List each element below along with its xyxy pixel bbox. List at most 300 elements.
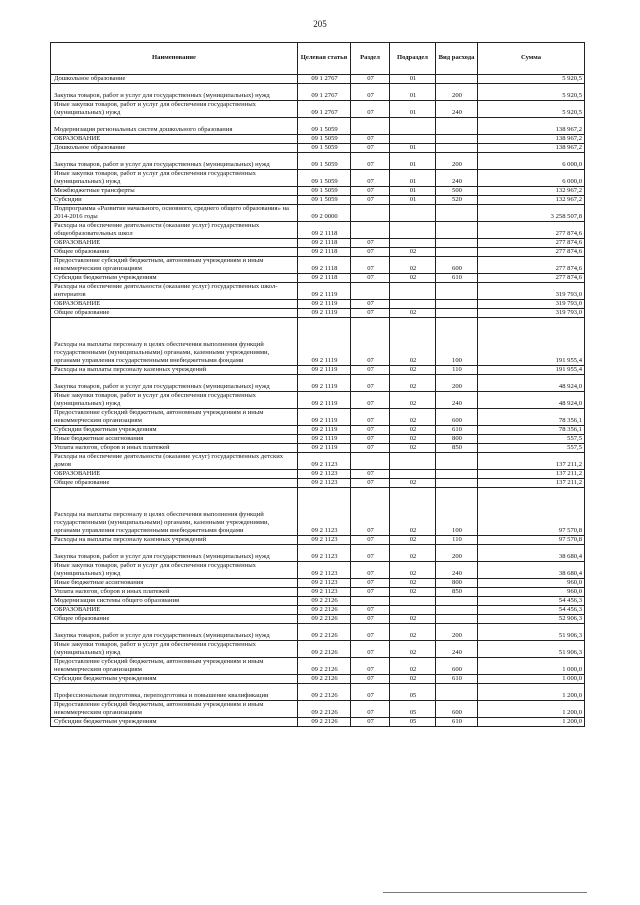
table-row bbox=[51, 545, 585, 562]
cell-section: 07 bbox=[351, 718, 390, 727]
cell-subsection: 02 bbox=[390, 318, 436, 366]
cell-expense-type: 610 bbox=[436, 718, 478, 727]
header-name: Наименование bbox=[51, 43, 298, 75]
cell-expense-type: 600 bbox=[436, 701, 478, 718]
table-row bbox=[51, 170, 585, 187]
cell-sum: 138 967,2 bbox=[478, 135, 585, 144]
table-row bbox=[51, 536, 585, 545]
cell-subsection: 02 bbox=[390, 409, 436, 426]
cell-sum: 1 000,0 bbox=[478, 658, 585, 675]
table-row bbox=[51, 309, 585, 318]
cell-section: 07 bbox=[351, 588, 390, 597]
cell-sum: 78 356,1 bbox=[478, 426, 585, 435]
cell-target-article: 09 2 1119 bbox=[298, 375, 351, 392]
cell-name: Модернизация региональных систем дошкольного образования bbox=[51, 118, 298, 135]
cell-sum: 319 793,0 bbox=[478, 283, 585, 300]
cell-sum: 6 000,0 bbox=[478, 153, 585, 170]
table-row bbox=[51, 274, 585, 283]
cell-name: Уплата налогов, сборов и иных платежей bbox=[51, 444, 298, 453]
cell-sum: 191 955,4 bbox=[478, 318, 585, 366]
table-row bbox=[51, 248, 585, 257]
cell-target-article: 09 1 5059 bbox=[298, 170, 351, 187]
cell-subsection bbox=[390, 470, 436, 479]
cell-subsection: 05 bbox=[390, 718, 436, 727]
cell-target-article: 09 2 1119 bbox=[298, 283, 351, 300]
cell-subsection: 02 bbox=[390, 274, 436, 283]
cell-name: Закупка товаров, работ и услуг для государственных (муниципальных) нужд bbox=[51, 153, 298, 170]
cell-name: Субсидии бюджетным учреждениям bbox=[51, 718, 298, 727]
cell-target-article: 09 2 1123 bbox=[298, 488, 351, 536]
cell-subsection bbox=[390, 135, 436, 144]
table-row bbox=[51, 239, 585, 248]
cell-section: 07 bbox=[351, 248, 390, 257]
cell-name: ОБРАЗОВАНИЕ bbox=[51, 300, 298, 309]
cell-expense-type bbox=[436, 205, 478, 222]
cell-target-article: 09 2 1123 bbox=[298, 588, 351, 597]
table-row bbox=[51, 426, 585, 435]
cell-section: 07 bbox=[351, 239, 390, 248]
cell-sum: 38 680,4 bbox=[478, 545, 585, 562]
cell-sum: 137 211,2 bbox=[478, 470, 585, 479]
cell-section: 07 bbox=[351, 101, 390, 118]
table-row bbox=[51, 144, 585, 153]
cell-target-article: 09 2 2126 bbox=[298, 615, 351, 624]
cell-name: Иные закупки товаров, работ и услуг для обеспечения государственных (муниципальных) нужд bbox=[51, 392, 298, 409]
cell-target-article: 09 2 1119 bbox=[298, 392, 351, 409]
cell-expense-type bbox=[436, 248, 478, 257]
cell-section: 07 bbox=[351, 488, 390, 536]
cell-name: Предоставление субсидий бюджетным, автономным учреждениям и иным некоммерческим организациям bbox=[51, 409, 298, 426]
cell-subsection bbox=[390, 597, 436, 606]
header-section: Раздел bbox=[351, 43, 390, 75]
table-row bbox=[51, 153, 585, 170]
cell-expense-type: 600 bbox=[436, 257, 478, 274]
cell-target-article: 09 2 1119 bbox=[298, 409, 351, 426]
cell-subsection: 01 bbox=[390, 196, 436, 205]
cell-subsection: 02 bbox=[390, 309, 436, 318]
cell-name: Уплата налогов, сборов и иных платежей bbox=[51, 588, 298, 597]
cell-name: Общее образование bbox=[51, 248, 298, 257]
table-row bbox=[51, 597, 585, 606]
cell-section: 07 bbox=[351, 144, 390, 153]
cell-sum: 1 200,0 bbox=[478, 701, 585, 718]
cell-sum: 6 000,0 bbox=[478, 170, 585, 187]
cell-subsection: 02 bbox=[390, 366, 436, 375]
cell-target-article: 09 2 2126 bbox=[298, 701, 351, 718]
cell-name: Подпрограмма «Развитие начального, основного, среднего общего образования» на 2014-2016 годы bbox=[51, 205, 298, 222]
cell-subsection bbox=[390, 205, 436, 222]
table-row bbox=[51, 300, 585, 309]
cell-expense-type: 110 bbox=[436, 536, 478, 545]
cell-subsection: 01 bbox=[390, 153, 436, 170]
cell-target-article: 09 1 5059 bbox=[298, 118, 351, 135]
cell-sum: 97 570,8 bbox=[478, 536, 585, 545]
cell-section: 07 bbox=[351, 257, 390, 274]
header-sum: Сумма bbox=[478, 43, 585, 75]
cell-name: ОБРАЗОВАНИЕ bbox=[51, 239, 298, 248]
cell-target-article: 09 2 1119 bbox=[298, 318, 351, 366]
cell-section: 07 bbox=[351, 606, 390, 615]
cell-subsection: 02 bbox=[390, 479, 436, 488]
cell-sum: 191 955,4 bbox=[478, 366, 585, 375]
cell-sum: 48 924,0 bbox=[478, 375, 585, 392]
cell-section: 07 bbox=[351, 153, 390, 170]
footer-rule bbox=[383, 892, 587, 893]
cell-subsection bbox=[390, 118, 436, 135]
cell-name: Предоставление субсидий бюджетным, автономным учреждениям и иным некоммерческим организациям bbox=[51, 658, 298, 675]
cell-section bbox=[351, 597, 390, 606]
cell-subsection bbox=[390, 453, 436, 470]
table-row bbox=[51, 624, 585, 641]
table-row bbox=[51, 375, 585, 392]
cell-section: 07 bbox=[351, 170, 390, 187]
cell-name: Предоставление субсидий бюджетным, автономным учреждениям и иным некоммерческим организациям bbox=[51, 257, 298, 274]
cell-target-article: 09 2 1118 bbox=[298, 248, 351, 257]
table-row bbox=[51, 118, 585, 135]
cell-expense-type bbox=[436, 239, 478, 248]
table-row bbox=[51, 615, 585, 624]
cell-sum: 319 793,0 bbox=[478, 300, 585, 309]
cell-subsection: 01 bbox=[390, 101, 436, 118]
cell-section: 07 bbox=[351, 675, 390, 684]
cell-name: ОБРАЗОВАНИЕ bbox=[51, 470, 298, 479]
cell-sum: 277 874,6 bbox=[478, 274, 585, 283]
table-row bbox=[51, 453, 585, 470]
cell-sum: 54 456,3 bbox=[478, 597, 585, 606]
cell-section: 07 bbox=[351, 701, 390, 718]
cell-expense-type bbox=[436, 75, 478, 84]
cell-name: Дошкольное образование bbox=[51, 75, 298, 84]
cell-section: 07 bbox=[351, 545, 390, 562]
cell-target-article: 09 1 5059 bbox=[298, 135, 351, 144]
cell-expense-type: 500 bbox=[436, 187, 478, 196]
cell-target-article: 09 2 2126 bbox=[298, 597, 351, 606]
cell-expense-type bbox=[436, 135, 478, 144]
cell-target-article: 09 1 2767 bbox=[298, 101, 351, 118]
cell-sum: 138 967,2 bbox=[478, 118, 585, 135]
cell-expense-type bbox=[436, 597, 478, 606]
cell-target-article: 09 2 2126 bbox=[298, 675, 351, 684]
cell-expense-type: 600 bbox=[436, 658, 478, 675]
cell-section: 07 bbox=[351, 392, 390, 409]
cell-expense-type: 600 bbox=[436, 409, 478, 426]
cell-expense-type: 240 bbox=[436, 392, 478, 409]
cell-name: Расходы на обеспечение деятельности (оказание услуг) государственных детских домов bbox=[51, 453, 298, 470]
cell-name: Расходы на выплаты персоналу казенных учреждений bbox=[51, 536, 298, 545]
cell-subsection: 02 bbox=[390, 435, 436, 444]
cell-section: 07 bbox=[351, 300, 390, 309]
cell-subsection: 05 bbox=[390, 684, 436, 701]
cell-sum: 5 920,5 bbox=[478, 84, 585, 101]
cell-section: 07 bbox=[351, 426, 390, 435]
table-row bbox=[51, 205, 585, 222]
header-target-article: Целевая статья bbox=[298, 43, 351, 75]
cell-section: 07 bbox=[351, 579, 390, 588]
cell-section bbox=[351, 283, 390, 300]
table-row bbox=[51, 135, 585, 144]
cell-name: Расходы на обеспечение деятельности (оказание услуг) государственных общеобразовательных школ bbox=[51, 222, 298, 239]
table-row bbox=[51, 409, 585, 426]
cell-subsection: 02 bbox=[390, 392, 436, 409]
table-row bbox=[51, 488, 585, 536]
cell-name: Закупка товаров, работ и услуг для государственных (муниципальных) нужд bbox=[51, 545, 298, 562]
cell-expense-type: 240 bbox=[436, 101, 478, 118]
cell-expense-type: 520 bbox=[436, 196, 478, 205]
cell-expense-type bbox=[436, 118, 478, 135]
cell-sum: 960,0 bbox=[478, 588, 585, 597]
table-row bbox=[51, 479, 585, 488]
cell-sum: 557,5 bbox=[478, 435, 585, 444]
table-row bbox=[51, 684, 585, 701]
cell-expense-type: 200 bbox=[436, 153, 478, 170]
cell-name: Субсидии бюджетным учреждениям bbox=[51, 675, 298, 684]
cell-expense-type: 240 bbox=[436, 641, 478, 658]
cell-section: 07 bbox=[351, 187, 390, 196]
cell-sum: 277 874,6 bbox=[478, 222, 585, 239]
cell-section: 07 bbox=[351, 309, 390, 318]
cell-subsection: 01 bbox=[390, 84, 436, 101]
cell-sum: 277 874,6 bbox=[478, 239, 585, 248]
cell-target-article: 09 2 1123 bbox=[298, 579, 351, 588]
cell-expense-type: 200 bbox=[436, 84, 478, 101]
cell-name: ОБРАЗОВАНИЕ bbox=[51, 135, 298, 144]
cell-expense-type: 850 bbox=[436, 588, 478, 597]
cell-subsection bbox=[390, 222, 436, 239]
cell-section: 07 bbox=[351, 684, 390, 701]
cell-name: Закупка товаров, работ и услуг для государственных (муниципальных) нужд bbox=[51, 624, 298, 641]
cell-expense-type bbox=[436, 222, 478, 239]
table-row bbox=[51, 283, 585, 300]
cell-sum: 277 874,6 bbox=[478, 248, 585, 257]
cell-sum: 78 356,1 bbox=[478, 409, 585, 426]
table-row bbox=[51, 718, 585, 727]
cell-sum: 137 211,2 bbox=[478, 479, 585, 488]
cell-subsection: 02 bbox=[390, 536, 436, 545]
cell-expense-type: 200 bbox=[436, 545, 478, 562]
cell-section: 07 bbox=[351, 536, 390, 545]
cell-sum: 132 967,2 bbox=[478, 187, 585, 196]
cell-name: Модернизация системы общего образования bbox=[51, 597, 298, 606]
cell-section: 07 bbox=[351, 435, 390, 444]
cell-name: Субсидии бюджетным учреждениям bbox=[51, 426, 298, 435]
cell-section: 07 bbox=[351, 641, 390, 658]
table-row bbox=[51, 606, 585, 615]
cell-name: Закупка товаров, работ и услуг для государственных (муниципальных) нужд bbox=[51, 84, 298, 101]
cell-subsection: 02 bbox=[390, 615, 436, 624]
cell-target-article: 09 2 1119 bbox=[298, 309, 351, 318]
cell-target-article: 09 2 2126 bbox=[298, 624, 351, 641]
table-row bbox=[51, 701, 585, 718]
table-row bbox=[51, 435, 585, 444]
cell-target-article: 09 2 0000 bbox=[298, 205, 351, 222]
cell-sum: 48 924,0 bbox=[478, 392, 585, 409]
cell-expense-type bbox=[436, 470, 478, 479]
cell-target-article: 09 2 1123 bbox=[298, 470, 351, 479]
cell-section: 07 bbox=[351, 274, 390, 283]
cell-target-article: 09 2 1119 bbox=[298, 366, 351, 375]
cell-expense-type bbox=[436, 144, 478, 153]
table-body bbox=[51, 75, 585, 727]
cell-expense-type: 850 bbox=[436, 444, 478, 453]
cell-subsection: 02 bbox=[390, 658, 436, 675]
cell-expense-type: 240 bbox=[436, 562, 478, 579]
cell-subsection: 02 bbox=[390, 675, 436, 684]
cell-section bbox=[351, 205, 390, 222]
cell-section: 07 bbox=[351, 318, 390, 366]
cell-expense-type: 610 bbox=[436, 426, 478, 435]
cell-name: Иные закупки товаров, работ и услуг для обеспечения государственных (муниципальных) нужд bbox=[51, 170, 298, 187]
cell-name: ОБРАЗОВАНИЕ bbox=[51, 606, 298, 615]
cell-expense-type: 610 bbox=[436, 274, 478, 283]
table-row bbox=[51, 222, 585, 239]
cell-sum: 52 906,3 bbox=[478, 615, 585, 624]
cell-name: Расходы на выплаты персоналу в целях обеспечения выполнения функций государственными (муниципальными) органами, казенными учреждениями, органами управления государственными внебюджетными фондами bbox=[51, 318, 298, 366]
table-row bbox=[51, 392, 585, 409]
cell-expense-type bbox=[436, 300, 478, 309]
cell-sum: 137 211,2 bbox=[478, 453, 585, 470]
cell-section: 07 bbox=[351, 470, 390, 479]
table-header-row bbox=[51, 43, 585, 75]
table-row bbox=[51, 658, 585, 675]
cell-target-article: 09 1 2767 bbox=[298, 84, 351, 101]
table-row bbox=[51, 444, 585, 453]
cell-subsection: 02 bbox=[390, 545, 436, 562]
table-row bbox=[51, 257, 585, 274]
cell-expense-type bbox=[436, 309, 478, 318]
table-row bbox=[51, 318, 585, 366]
cell-name: Иные закупки товаров, работ и услуг для обеспечения государственных (муниципальных) нужд bbox=[51, 101, 298, 118]
cell-target-article: 09 2 2126 bbox=[298, 658, 351, 675]
table-row bbox=[51, 366, 585, 375]
cell-target-article: 09 2 1123 bbox=[298, 562, 351, 579]
cell-target-article: 09 2 1118 bbox=[298, 239, 351, 248]
cell-expense-type: 800 bbox=[436, 579, 478, 588]
cell-target-article: 09 2 2126 bbox=[298, 606, 351, 615]
cell-subsection: 02 bbox=[390, 248, 436, 257]
budget-table bbox=[50, 42, 585, 727]
cell-expense-type bbox=[436, 479, 478, 488]
table-row bbox=[51, 196, 585, 205]
cell-expense-type: 100 bbox=[436, 488, 478, 536]
cell-target-article: 09 2 1119 bbox=[298, 435, 351, 444]
cell-subsection: 01 bbox=[390, 144, 436, 153]
cell-target-article: 09 2 2126 bbox=[298, 684, 351, 701]
cell-section: 07 bbox=[351, 409, 390, 426]
cell-subsection: 02 bbox=[390, 375, 436, 392]
cell-name: Иные бюджетные ассигнования bbox=[51, 435, 298, 444]
cell-expense-type: 240 bbox=[436, 170, 478, 187]
cell-subsection: 01 bbox=[390, 75, 436, 84]
cell-section: 07 bbox=[351, 658, 390, 675]
cell-target-article: 09 2 1123 bbox=[298, 536, 351, 545]
cell-subsection bbox=[390, 239, 436, 248]
cell-subsection: 02 bbox=[390, 624, 436, 641]
table-row bbox=[51, 579, 585, 588]
cell-sum: 5 920,5 bbox=[478, 75, 585, 84]
cell-section: 07 bbox=[351, 562, 390, 579]
table-row bbox=[51, 470, 585, 479]
cell-name: Иные закупки товаров, работ и услуг для обеспечения государственных (муниципальных) нужд bbox=[51, 641, 298, 658]
cell-section: 07 bbox=[351, 75, 390, 84]
cell-target-article: 09 1 2767 bbox=[298, 75, 351, 84]
cell-name: Дошкольное образование bbox=[51, 144, 298, 153]
cell-sum: 51 906,3 bbox=[478, 624, 585, 641]
cell-expense-type: 200 bbox=[436, 375, 478, 392]
cell-section: 07 bbox=[351, 444, 390, 453]
cell-target-article: 09 1 5059 bbox=[298, 144, 351, 153]
cell-sum: 5 920,5 bbox=[478, 101, 585, 118]
cell-target-article: 09 1 5059 bbox=[298, 187, 351, 196]
cell-expense-type: 200 bbox=[436, 624, 478, 641]
cell-target-article: 09 2 1123 bbox=[298, 545, 351, 562]
cell-sum: 97 570,8 bbox=[478, 488, 585, 536]
cell-section: 07 bbox=[351, 624, 390, 641]
table-row bbox=[51, 187, 585, 196]
cell-subsection: 01 bbox=[390, 170, 436, 187]
cell-expense-type bbox=[436, 606, 478, 615]
cell-subsection: 02 bbox=[390, 257, 436, 274]
cell-sum: 54 456,3 bbox=[478, 606, 585, 615]
cell-target-article: 09 2 1118 bbox=[298, 274, 351, 283]
cell-section bbox=[351, 453, 390, 470]
cell-subsection: 02 bbox=[390, 426, 436, 435]
cell-target-article: 09 2 1119 bbox=[298, 426, 351, 435]
cell-name: Общее образование bbox=[51, 309, 298, 318]
cell-name: Расходы на выплаты персоналу в целях обеспечения выполнения функций государственными (муниципальными) органами, казенными учреждениями, органами управления государственными внебюджетными фондами bbox=[51, 488, 298, 536]
cell-expense-type bbox=[436, 684, 478, 701]
cell-target-article: 09 2 1119 bbox=[298, 300, 351, 309]
cell-section: 07 bbox=[351, 615, 390, 624]
cell-sum: 1 000,0 bbox=[478, 675, 585, 684]
cell-expense-type bbox=[436, 615, 478, 624]
cell-subsection: 02 bbox=[390, 579, 436, 588]
cell-subsection: 02 bbox=[390, 488, 436, 536]
cell-sum: 319 793,0 bbox=[478, 309, 585, 318]
cell-section: 07 bbox=[351, 479, 390, 488]
cell-section: 07 bbox=[351, 135, 390, 144]
cell-target-article: 09 2 1119 bbox=[298, 444, 351, 453]
cell-expense-type: 610 bbox=[436, 675, 478, 684]
cell-section bbox=[351, 222, 390, 239]
table-row bbox=[51, 562, 585, 579]
cell-target-article: 09 2 1118 bbox=[298, 257, 351, 274]
cell-target-article: 09 1 5059 bbox=[298, 153, 351, 170]
cell-subsection bbox=[390, 283, 436, 300]
cell-sum: 38 680,4 bbox=[478, 562, 585, 579]
cell-name: Субсидии бюджетным учреждениям bbox=[51, 274, 298, 283]
cell-sum: 960,0 bbox=[478, 579, 585, 588]
cell-target-article: 09 2 1123 bbox=[298, 453, 351, 470]
cell-name: Закупка товаров, работ и услуг для государственных (муниципальных) нужд bbox=[51, 375, 298, 392]
cell-expense-type bbox=[436, 453, 478, 470]
cell-section bbox=[351, 118, 390, 135]
cell-subsection: 05 bbox=[390, 701, 436, 718]
cell-sum: 277 874,6 bbox=[478, 257, 585, 274]
table-row bbox=[51, 588, 585, 597]
cell-name: Иные бюджетные ассигнования bbox=[51, 579, 298, 588]
cell-subsection: 02 bbox=[390, 562, 436, 579]
cell-sum: 132 967,2 bbox=[478, 196, 585, 205]
table-row bbox=[51, 75, 585, 84]
cell-name: Общее образование bbox=[51, 615, 298, 624]
cell-subsection bbox=[390, 606, 436, 615]
cell-sum: 138 967,2 bbox=[478, 144, 585, 153]
cell-sum: 1 200,0 bbox=[478, 684, 585, 701]
cell-sum: 557,5 bbox=[478, 444, 585, 453]
cell-subsection: 01 bbox=[390, 187, 436, 196]
cell-expense-type: 100 bbox=[436, 318, 478, 366]
cell-expense-type: 800 bbox=[436, 435, 478, 444]
